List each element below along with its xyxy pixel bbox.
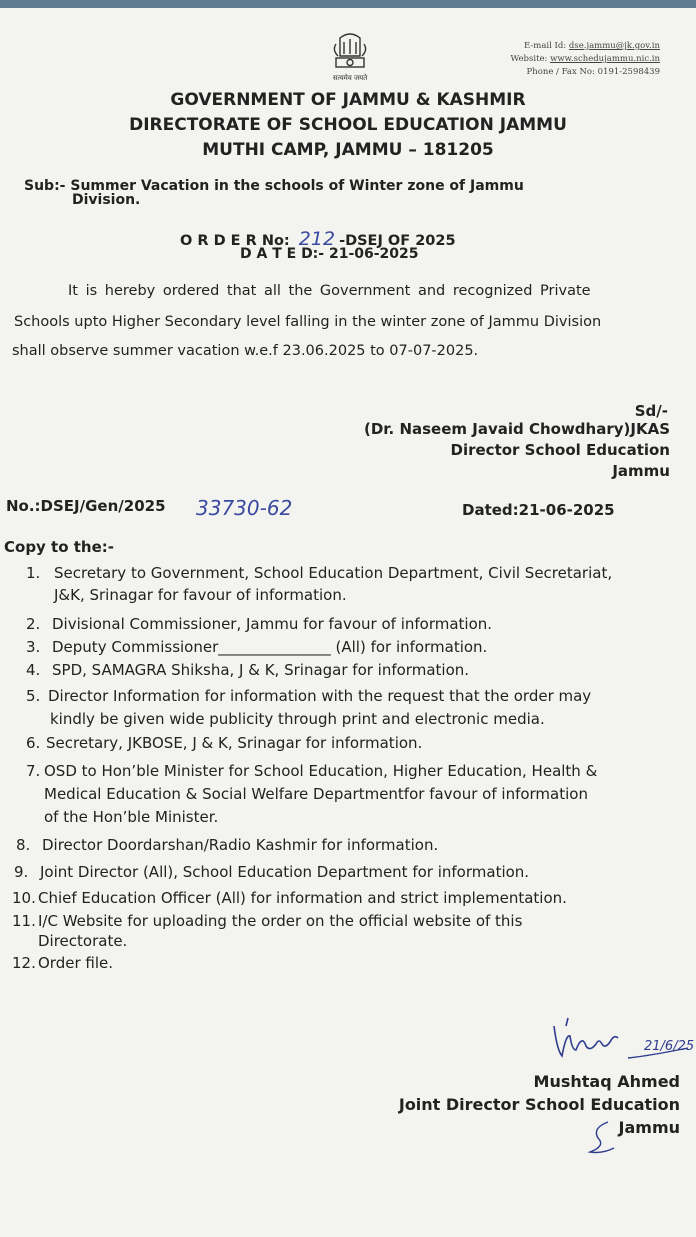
initial-scribble [586, 1118, 620, 1158]
signature-mark [548, 1014, 696, 1072]
emblem-caption: सत्यमेव जयते [332, 74, 368, 82]
email-value: dse.jammu@jk.gov.in [568, 41, 660, 51]
copy-item-number: 11. [12, 912, 36, 930]
joint-director-place: Jammu [618, 1118, 680, 1137]
copy-item-line: Deputy Commissioner_______________ (All) for information. [52, 638, 488, 656]
copy-item-number: 4. [26, 661, 41, 679]
reference-number: No.:DSEJ/Gen/2025 [6, 497, 166, 515]
body-line-2: Schools upto Higher Secondary level falling in the winter zone of Jammu Division [14, 314, 602, 330]
order-suffix: -DSEJ OF 2025 [339, 233, 456, 249]
copy-item-line: Director Information for information with the request that the order may [48, 687, 592, 705]
document-page [0, 8, 696, 1237]
sd-mark: Sd/- [634, 402, 668, 420]
order-label: O R D E R No: [180, 233, 290, 249]
body-line-1: It is hereby ordered that all the Government and recognized Private [68, 283, 591, 299]
body-line-3: shall observe summer vacation w.e.f 23.06.2025 to 07-07-2025. [12, 343, 479, 359]
order-date: D A T E D:- 21-06-2025 [240, 246, 419, 262]
copy-item-number: 2. [26, 615, 41, 633]
copy-item-line: Secretary, JKBOSE, J & K, Srinagar for information. [46, 734, 423, 752]
email-label: E-mail Id: [524, 41, 567, 51]
copy-item-line: Directorate. [38, 932, 128, 950]
copy-item-number: 6. [26, 734, 41, 752]
reference-date: Dated:21-06-2025 [462, 501, 615, 519]
copy-item-line: Divisional Commissioner, Jammu for favour of information. [52, 615, 493, 633]
joint-director-name: Mushtaq Ahmed [533, 1072, 680, 1091]
copy-item-line: Chief Education Officer (All) for information and strict implementation. [38, 889, 567, 907]
copy-item-number: 9. [14, 863, 29, 881]
subject-line-2: Division. [72, 192, 141, 208]
director-designation: Director School Education [450, 441, 670, 459]
copy-item-number: 12. [12, 954, 36, 972]
phone-value: 0191-2598439 [597, 67, 660, 77]
copy-item-line: I/C Website for uploading the order on the official website of this [38, 912, 523, 930]
header-government: GOVERNMENT OF JAMMU & KASHMIR [170, 90, 526, 110]
director-name: (Dr. Naseem Javaid Chowdhary)JKAS [363, 420, 670, 438]
copy-item-line: Medical Education & Social Welfare Departmentfor favour of information [44, 785, 588, 803]
copy-item-line: SPD, SAMAGRA Shiksha, J & K, Srinagar for information. [52, 661, 470, 679]
copy-item-line: Joint Director (All), School Education Department for information. [40, 863, 530, 881]
joint-director-designation: Joint Director School Education [398, 1095, 680, 1114]
phone-label: Phone / Fax No: [526, 67, 595, 77]
copy-item-line: OSD to Hon’ble Minister for School Education, Higher Education, Health & [44, 762, 598, 780]
reference-handwritten: 33730-62 [196, 496, 293, 520]
copy-item-line: of the Hon’ble Minister. [44, 808, 219, 826]
copy-item-number: 1. [26, 564, 41, 582]
director-place: Jammu [612, 462, 670, 480]
copy-item-line: Director Doordarshan/Radio Kashmir for information. [42, 836, 439, 854]
signature-date: 21/6/25 [644, 1039, 695, 1054]
website-label: Website: [510, 54, 548, 64]
copy-item-number: 8. [16, 836, 31, 854]
copy-item-line: J&K, Srinagar for favour of information. [54, 586, 347, 604]
order-number-handwritten: 212 [298, 228, 336, 250]
header-directorate: DIRECTORATE OF SCHOOL EDUCATION JAMMU [129, 115, 567, 135]
copy-item-line: kindly be given wide publicity through print and electronic media. [50, 710, 545, 728]
copy-item-line: Secretary to Government, School Education Department, Civil Secretariat, [54, 564, 613, 582]
copy-item-line: Order file. [38, 954, 114, 972]
copy-item-number: 3. [26, 638, 41, 656]
copy-item-number: 10. [12, 889, 36, 907]
copy-item-number: 5. [26, 687, 41, 705]
header-address: MUTHI CAMP, JAMMU – 181205 [202, 140, 494, 160]
subject-line-1: Sub:- Summer Vacation in the schools of Winter zone of Jammu [24, 178, 524, 194]
copy-heading: Copy to the:- [4, 538, 114, 556]
website-value: www.schedujammu.nic.in [550, 54, 660, 64]
copy-item-number: 7. [26, 762, 41, 780]
contact-details [510, 40, 660, 79]
national-emblem-icon [322, 30, 378, 88]
